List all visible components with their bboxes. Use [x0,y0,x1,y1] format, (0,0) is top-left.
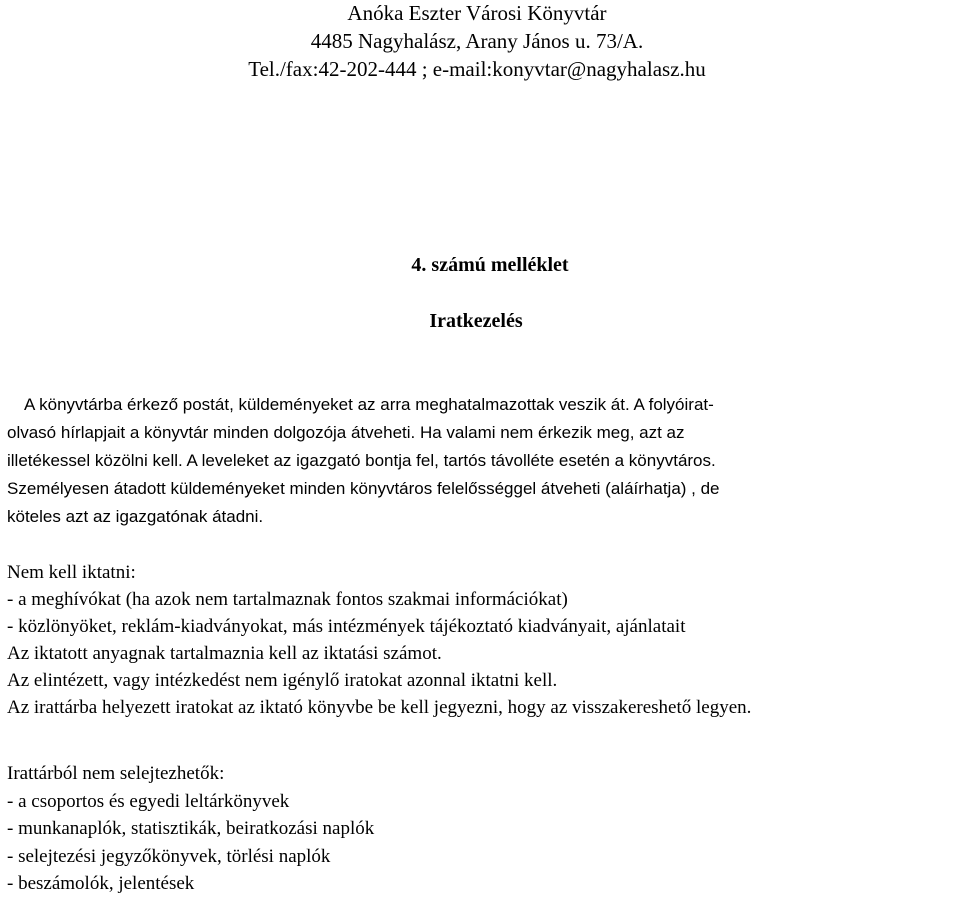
library-contact: Tel./fax:42-202-444 ; e-mail:konyvtar@nagyhalasz.hu [248,57,706,81]
no-registration-section [7,559,751,721]
page-title: Iratkezelés [429,310,523,332]
rule-line: Az irattárba helyezett iratokat az iktató könyvbe be kell jegyezni, hogy az visszakereshető legyen. [7,697,752,718]
annex-label: 4. számú melléklet [411,254,569,276]
rule-line: Az elintézett, vagy intézkedést nem igénylő iratokat azonnal iktatni kell. [7,670,558,691]
paragraph-line: illetékessel közölni kell. A leveleket az igazgató bontja fel, tartós távolléte esetén a könyvtáros. [7,451,716,470]
non-disposable-section [7,760,374,898]
library-address: 4485 Nagyhalász, Arany János u. 73/A. [310,29,644,53]
list-item: - a csoportos és egyedi leltárkönyvek [7,790,290,812]
list-item: - beszámolók, jelentések [7,873,195,895]
rule-line: Az iktatott anyagnak tartalmaznia kell az iktatási számot. [7,643,442,664]
section-heading: Nem kell iktatni: [7,562,136,583]
list-item: - közlönyöket, reklám-kiadványokat, más intézmények tájékoztató kiadványait, ajánlatait [7,616,686,637]
section-heading: Irattárból nem selejtezhetők: [7,763,225,784]
paragraph-line: Személyesen átadott küldeményeket minden könyvtáros felelősséggel átveheti (aláírhatja) , de [7,479,720,498]
paragraph-line: olvasó hírlapjait a könyvtár minden dolgozója átveheti. Ha valami nem érkezik meg, azt az [7,423,685,442]
intro-paragraph [7,391,720,531]
paragraph-line: A könyvtárba érkező postát, küldeményeket az arra meghatalmazottak veszik át. A folyóirat- [24,395,714,414]
list-item: - a meghívókat (ha azok nem tartalmaznak fontos szakmai információkat) [7,589,568,610]
library-name: Anóka Eszter Városi Könyvtár [347,1,607,25]
list-item: - munkanaplók, statisztikák, beiratkozási naplók [7,818,375,840]
paragraph-line: köteles azt az igazgatónak átadni. [7,507,264,526]
list-item: - selejtezési jegyzőkönyvek, törlési naplók [7,845,331,867]
